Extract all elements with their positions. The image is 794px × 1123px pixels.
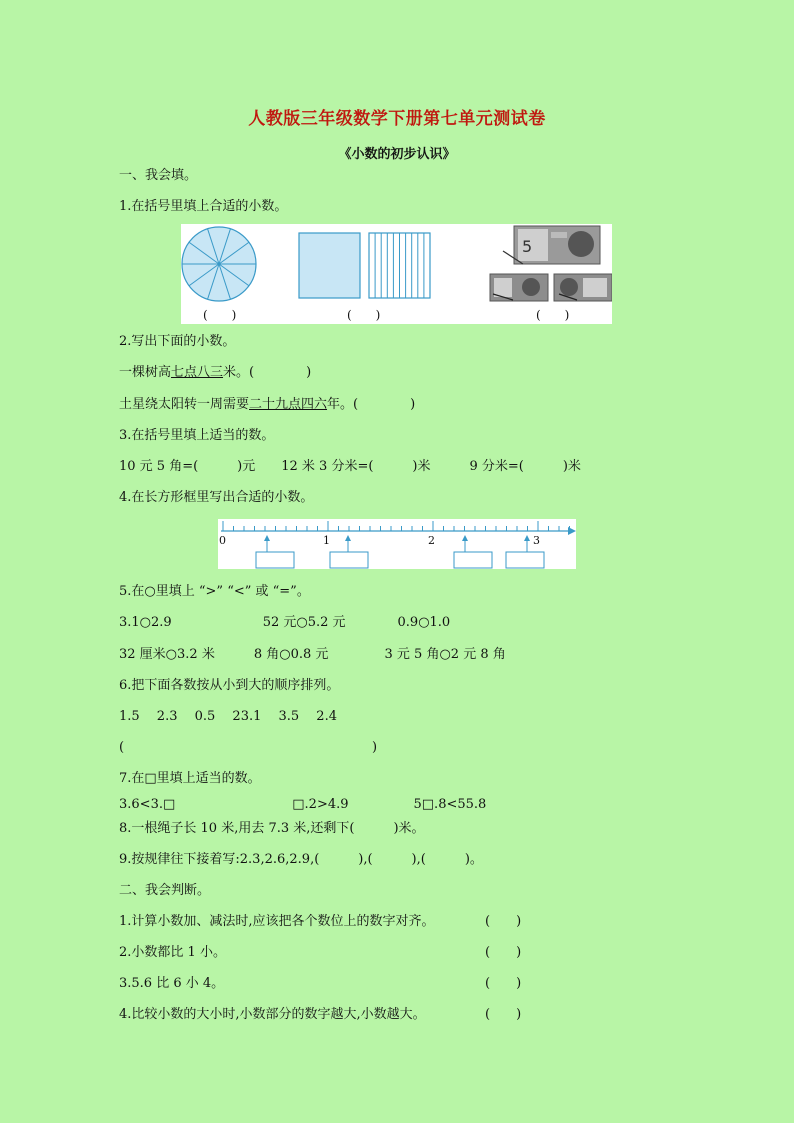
- answer-blank-circle[interactable]: ( ): [203, 308, 237, 322]
- question-5-row-1[interactable]: 3.1○2.9 52 元○5.2 元 0.9○1.0: [119, 615, 451, 630]
- divided-circle: [182, 227, 256, 301]
- question-5: 5.在○里填上 “>” “<” 或 “=”。: [119, 584, 310, 599]
- question-2a: 一棵树高七点八三米。( ): [119, 365, 312, 380]
- answer-blank-2a[interactable]: 米。( ): [223, 365, 312, 380]
- judge-2-blank[interactable]: ( ): [485, 945, 522, 960]
- question-6: 6.把下面各数按从小到大的顺序排列。: [119, 678, 340, 693]
- judge-4-blank[interactable]: ( ): [485, 1007, 522, 1022]
- question-8[interactable]: 8.一根绳子长 10 米,用去 7.3 米,还剩下( )米。: [119, 821, 425, 836]
- number-line: [218, 519, 576, 569]
- question-7-items[interactable]: 3.6<3.□ □.2>4.9 5□.8<55.8: [119, 797, 487, 812]
- question-5-row-2[interactable]: 32 厘米○3.2 米 8 角○0.8 元 3 元 5 角○2 元 8 角: [119, 647, 506, 662]
- banknote-one-jiao: [490, 274, 548, 301]
- section-one-heading: 一、我会填。: [119, 168, 198, 183]
- question-3-items[interactable]: 10 元 5 角=( )元 12 米 3 分米=( )米 9 分米=( )米: [119, 459, 581, 474]
- tenths-square: [369, 233, 430, 298]
- question-3: 3.在括号里填上适当的数。: [119, 428, 275, 443]
- answer-blank-square[interactable]: ( ): [347, 308, 381, 322]
- answer-blank-money[interactable]: ( ): [536, 308, 570, 322]
- judge-4: 4.比较小数的大小时,小数部分的数字越大,小数越大。: [119, 1007, 426, 1022]
- svg-text:5: 5: [522, 237, 533, 256]
- banknote-two-jiao: [554, 274, 612, 301]
- question-6-answer-blank[interactable]: ( ): [119, 740, 378, 755]
- answer-box-3[interactable]: [454, 535, 492, 568]
- number-line-label-3: 3: [533, 534, 540, 547]
- judge-3-blank[interactable]: ( ): [485, 976, 522, 991]
- judge-3: 3.5.6 比 6 小 4。: [119, 976, 225, 991]
- answer-box-2[interactable]: [330, 535, 368, 568]
- number-line-label-2: 2: [428, 534, 435, 547]
- question-1-figure: [181, 224, 612, 324]
- question-1: 1.在括号里填上合适的小数。: [119, 199, 288, 214]
- page-subtitle: 《小数的初步认识》: [338, 147, 456, 162]
- answer-blank-2b[interactable]: 年。( ): [327, 397, 416, 412]
- number-line-label-1: 1: [323, 534, 330, 547]
- page-title: 人教版三年级数学下册第七单元测试卷: [248, 109, 546, 129]
- question-9[interactable]: 9.按规律往下接着写:2.3,2.6,2.9,( ),( ),( )。: [119, 852, 483, 867]
- judge-2: 2.小数都比 1 小。: [119, 945, 226, 960]
- question-4: 4.在长方形框里写出合适的小数。: [119, 490, 314, 505]
- number-line-label-0: 0: [219, 534, 226, 547]
- answer-box-1[interactable]: [256, 535, 294, 568]
- judge-1: 1.计算小数加、减法时,应该把各个数位上的数字对齐。: [119, 914, 435, 929]
- question-6-numbers: 1.5 2.3 0.5 23.1 3.5 2.4: [119, 709, 337, 724]
- banknote-five-jiao: [514, 226, 600, 264]
- question-2b: 土星绕太阳转一周需要二十九点四六年。( ): [119, 397, 416, 412]
- question-7: 7.在□里填上适当的数。: [119, 771, 261, 786]
- section-two-heading: 二、我会判断。: [119, 883, 211, 898]
- judge-1-blank[interactable]: ( ): [485, 914, 522, 929]
- number-line-figure: [218, 519, 576, 569]
- whole-square: [299, 233, 360, 298]
- question-2: 2.写出下面的小数。: [119, 334, 236, 349]
